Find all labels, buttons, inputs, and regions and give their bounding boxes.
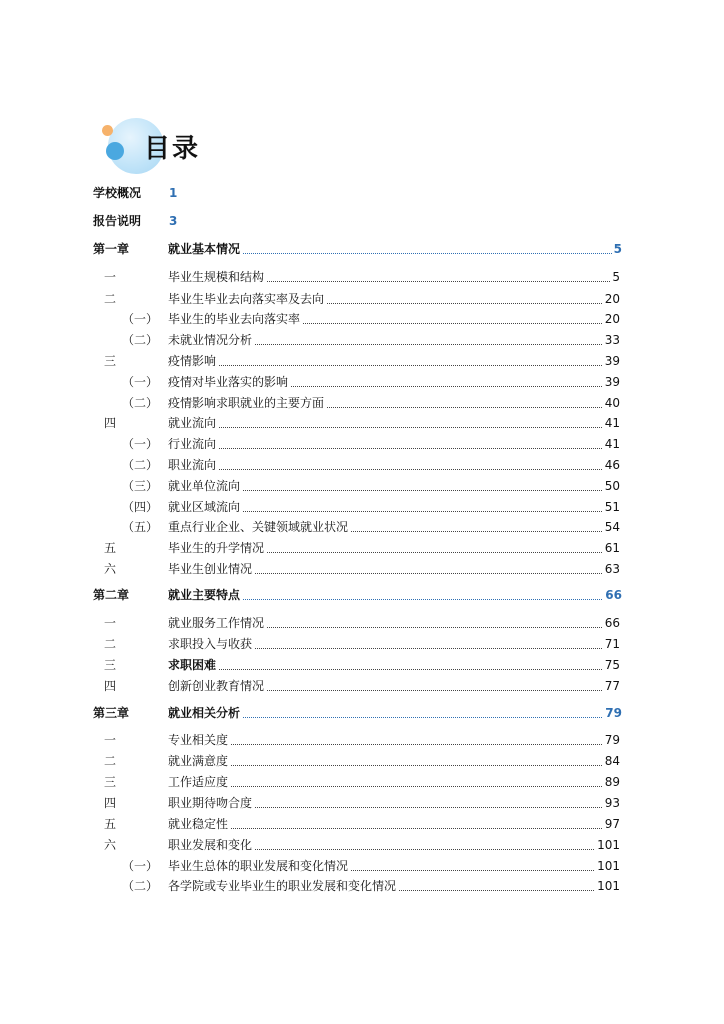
entry-number: 五 bbox=[104, 817, 117, 831]
toc-title: 目录 bbox=[144, 134, 201, 164]
entry-page-number: 39 bbox=[604, 354, 620, 368]
entry-page-number: 20 bbox=[604, 312, 620, 326]
toc-section-entry[interactable] bbox=[0, 731, 724, 749]
toc-section-entry[interactable] bbox=[0, 635, 724, 653]
entry-number: （一） bbox=[122, 312, 159, 326]
entry-title: 毕业生创业情况 bbox=[168, 562, 253, 576]
entry-page-number: 50 bbox=[604, 479, 620, 493]
toc-subsection-entry[interactable] bbox=[0, 518, 724, 536]
entry-title: 就业主要特点 bbox=[168, 588, 241, 602]
front-entry[interactable] bbox=[0, 184, 724, 202]
entry-page-number: 51 bbox=[604, 500, 620, 514]
entry-title: 未就业情况分析 bbox=[168, 333, 253, 347]
toc-section-entry[interactable] bbox=[0, 352, 724, 370]
toc-section-entry[interactable] bbox=[0, 560, 724, 578]
entry-title: 创新创业教育情况 bbox=[168, 679, 265, 693]
entry-number: （二） bbox=[122, 458, 159, 472]
entry-title: 工作适应度 bbox=[168, 775, 229, 789]
entry-page-number: 33 bbox=[604, 333, 620, 347]
toc-subsection-entry[interactable] bbox=[0, 498, 724, 516]
entry-page-number: 5 bbox=[612, 270, 620, 284]
entry-number: 三 bbox=[104, 775, 117, 789]
toc-section-entry[interactable] bbox=[0, 656, 724, 674]
toc-section-entry[interactable] bbox=[0, 414, 724, 432]
entry-number: 四 bbox=[104, 416, 117, 430]
entry-page-number: 79 bbox=[605, 706, 622, 720]
dot-leader bbox=[170, 427, 618, 428]
entry-page-number: 93 bbox=[604, 796, 620, 810]
entry-number: 三 bbox=[104, 658, 117, 672]
entry-title: 就业流向 bbox=[168, 416, 217, 430]
entry-title: 就业服务工作情况 bbox=[168, 616, 265, 630]
toc-subsection-entry[interactable] bbox=[0, 373, 724, 391]
front-entry-page: 1 bbox=[169, 186, 178, 200]
entry-title: 疫情影响求职就业的主要方面 bbox=[168, 396, 325, 410]
entry-page-number: 101 bbox=[597, 838, 620, 852]
dot-leader bbox=[170, 448, 618, 449]
entry-number: 第一章 bbox=[93, 242, 130, 256]
toc-subsection-entry[interactable] bbox=[0, 435, 724, 453]
entry-page-number: 101 bbox=[597, 879, 620, 893]
entry-title: 就业稳定性 bbox=[168, 817, 229, 831]
toc-section-entry[interactable] bbox=[0, 815, 724, 833]
front-entry-label: 学校概况 bbox=[93, 186, 142, 200]
toc-section-entry[interactable] bbox=[0, 794, 724, 812]
entry-title: 毕业生规模和结构 bbox=[168, 270, 265, 284]
entry-title: 各学院或专业毕业生的职业发展和变化情况 bbox=[168, 879, 397, 893]
entry-number: （一） bbox=[122, 375, 159, 389]
entry-page-number: 66 bbox=[604, 616, 620, 630]
entry-number: 六 bbox=[104, 838, 117, 852]
dot-leader bbox=[170, 744, 618, 745]
toc-subsection-entry[interactable] bbox=[0, 477, 724, 495]
dot-leader bbox=[170, 828, 618, 829]
entry-title: 就业相关分析 bbox=[168, 706, 241, 720]
toc-subsection-entry[interactable] bbox=[0, 310, 724, 328]
dot-leader bbox=[170, 786, 618, 787]
entry-number: （三） bbox=[122, 479, 159, 493]
toc-subsection-entry[interactable] bbox=[0, 331, 724, 349]
entry-title: 疫情对毕业落实的影响 bbox=[168, 375, 289, 389]
entry-page-number: 75 bbox=[604, 658, 620, 672]
entry-number: 二 bbox=[104, 637, 117, 651]
entry-page-number: 97 bbox=[604, 817, 620, 831]
entry-title: 毕业生的升学情况 bbox=[168, 541, 265, 555]
entry-title: 职业期待吻合度 bbox=[168, 796, 253, 810]
toc-section-entry[interactable] bbox=[0, 539, 724, 557]
entry-title: 毕业生的毕业去向落实率 bbox=[168, 312, 301, 326]
entry-page-number: 39 bbox=[604, 375, 620, 389]
entry-title: 行业流向 bbox=[168, 437, 217, 451]
entry-title: 疫情影响 bbox=[168, 354, 217, 368]
entry-number: （二） bbox=[122, 333, 159, 347]
entry-number: 一 bbox=[104, 733, 117, 747]
toc-section-entry[interactable] bbox=[0, 752, 724, 770]
toc-section-entry[interactable] bbox=[0, 614, 724, 632]
entry-page-number: 5 bbox=[613, 242, 622, 256]
toc-section-entry[interactable] bbox=[0, 268, 724, 286]
entry-number: （二） bbox=[122, 879, 159, 893]
entry-page-number: 79 bbox=[604, 733, 620, 747]
entry-number: （四） bbox=[122, 500, 159, 514]
entry-number: （二） bbox=[122, 396, 159, 410]
toc-chapter-entry[interactable] bbox=[0, 240, 724, 258]
front-entry-page: 3 bbox=[169, 214, 178, 228]
entry-number: 四 bbox=[104, 796, 117, 810]
dot-leader bbox=[170, 365, 618, 366]
front-entry[interactable] bbox=[0, 212, 724, 230]
dot-leader bbox=[170, 765, 618, 766]
entry-title: 就业单位流向 bbox=[168, 479, 241, 493]
entry-page-number: 77 bbox=[604, 679, 620, 693]
toc-section-entry[interactable] bbox=[0, 290, 724, 308]
toc-section-entry[interactable] bbox=[0, 677, 724, 695]
entry-page-number: 101 bbox=[597, 859, 620, 873]
entry-title: 职业发展和变化 bbox=[168, 838, 253, 852]
toc-chapter-entry[interactable] bbox=[0, 704, 724, 722]
entry-title: 职业流向 bbox=[168, 458, 217, 472]
entry-page-number: 54 bbox=[604, 520, 620, 534]
entry-page-number: 71 bbox=[604, 637, 620, 651]
entry-page-number: 41 bbox=[604, 416, 620, 430]
entry-number: （一） bbox=[122, 859, 159, 873]
entry-number: 第二章 bbox=[93, 588, 130, 602]
dot-leader bbox=[170, 469, 618, 470]
entry-title: 毕业生毕业去向落实率及去向 bbox=[168, 292, 325, 306]
toc-section-entry[interactable] bbox=[0, 836, 724, 854]
toc-section-entry[interactable] bbox=[0, 773, 724, 791]
entry-page-number: 40 bbox=[604, 396, 620, 410]
entry-number: 五 bbox=[104, 541, 117, 555]
entry-title: 求职投入与收获 bbox=[168, 637, 253, 651]
front-entry-label: 报告说明 bbox=[93, 214, 142, 228]
entry-number: 二 bbox=[104, 292, 117, 306]
dot-leader bbox=[170, 669, 618, 670]
entry-title: 专业相关度 bbox=[168, 733, 229, 747]
entry-number: 第三章 bbox=[93, 706, 130, 720]
entry-title: 毕业生总体的职业发展和变化情况 bbox=[168, 859, 349, 873]
entry-page-number: 46 bbox=[604, 458, 620, 472]
entry-number: 一 bbox=[104, 270, 117, 284]
entry-page-number: 41 bbox=[604, 437, 620, 451]
toc-subsection-entry[interactable] bbox=[0, 857, 724, 875]
toc-chapter-entry[interactable] bbox=[0, 586, 724, 604]
entry-title: 重点行业企业、关键领域就业状况 bbox=[168, 520, 349, 534]
entry-page-number: 84 bbox=[604, 754, 620, 768]
entry-page-number: 66 bbox=[605, 588, 622, 602]
entry-title: 就业基本情况 bbox=[168, 242, 241, 256]
entry-title: 求职困难 bbox=[168, 658, 217, 672]
entry-page-number: 63 bbox=[604, 562, 620, 576]
entry-page-number: 20 bbox=[604, 292, 620, 306]
toc-subsection-entry[interactable] bbox=[0, 394, 724, 412]
entry-title: 就业区域流向 bbox=[168, 500, 241, 514]
entry-number: （一） bbox=[122, 437, 159, 451]
toc-subsection-entry[interactable] bbox=[0, 877, 724, 895]
entry-number: 二 bbox=[104, 754, 117, 768]
toc-subsection-entry[interactable] bbox=[0, 456, 724, 474]
entry-number: 六 bbox=[104, 562, 117, 576]
entry-number: 三 bbox=[104, 354, 117, 368]
entry-number: （五） bbox=[122, 520, 159, 534]
entry-page-number: 61 bbox=[604, 541, 620, 555]
entry-title: 就业满意度 bbox=[168, 754, 229, 768]
entry-number: 一 bbox=[104, 616, 117, 630]
entry-page-number: 89 bbox=[604, 775, 620, 789]
entry-number: 四 bbox=[104, 679, 117, 693]
